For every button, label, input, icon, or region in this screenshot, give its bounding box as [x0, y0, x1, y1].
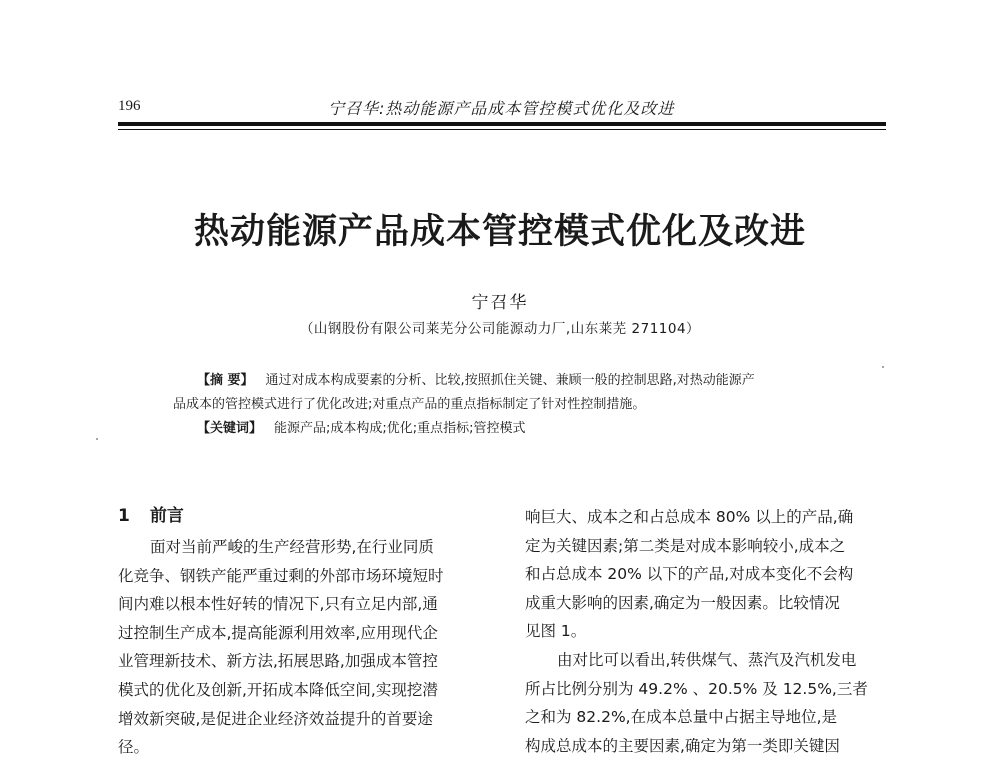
keywords-text: 能源产品;成本构成;优化;重点指标;管控模式: [274, 421, 526, 436]
body-line: 模式的优化及创新,开拓成本降低空间,实现挖潜: [118, 680, 438, 699]
section-number: 1: [118, 506, 130, 526]
page-number: 196: [118, 98, 141, 114]
right-column: [525, 503, 895, 760]
abstract-text-1: 通过对成本构成要素的分析、比较,按照抓住关键、兼顾一般的控制思路,对热动能源产: [265, 373, 755, 388]
scan-speck: [96, 438, 98, 440]
author-name: 宁召华: [471, 293, 529, 313]
body-line: 间内难以根本性好转的情况下,只有立足内部,通: [118, 595, 438, 614]
keywords-line: [173, 417, 853, 441]
body-line: 响巨大、成本之和占总成本 80% 以上的产品,确: [525, 508, 854, 526]
running-header: [118, 96, 886, 124]
abstract-line-1: [173, 369, 853, 393]
body-line: 见图 1。: [525, 622, 587, 641]
abstract-line-2: 品成本的管控模式进行了优化改进;对重点产品的重点指标制定了针对性控制措施。: [173, 397, 646, 412]
body-line: 之和为 82.2%,在成本总量中占据主导地位,是: [525, 708, 838, 727]
header-rule-thin: [118, 129, 886, 130]
body-line: 由对比可以看出,转供煤气、蒸汽及汽机发电: [557, 650, 857, 669]
abstract-label: 【摘 要】: [197, 373, 254, 388]
body-line: 径。: [118, 738, 150, 757]
keywords-label: 【关键词】: [197, 421, 263, 436]
body-line: 面对当前严峻的生产经营形势,在行业同质: [150, 538, 434, 556]
body-line: 业管理新技术、新方法,拓展思路,加强成本管控: [118, 652, 438, 671]
paper-title: 热动能源产品成本管控模式优化及改进: [193, 212, 806, 252]
body-line: 过控制生产成本,提高能源利用效率,应用现代企: [118, 623, 438, 642]
section-title: 前言: [149, 506, 184, 526]
body-line: 增效新突破,是促进企业经济效益提升的首要途: [118, 709, 433, 728]
running-title: 宁召华:热动能源产品成本管控模式优化及改进: [328, 99, 675, 118]
body-line: 所占比例分别为 49.2% 、20.5% 及 12.5%,三者: [525, 679, 868, 698]
body-line: 化竞争、钢铁产能严重过剩的外部市场环境短时: [118, 566, 444, 585]
scan-speck: [882, 366, 884, 368]
abstract-block: [173, 369, 853, 441]
section-heading: [118, 503, 498, 533]
header-rule-thick: [118, 122, 886, 126]
body-line: 定为关键因素;第二类是对成本影响较小,成本之: [525, 536, 846, 555]
body-line: 构成总成本的主要因素,确定为第一类即关键因: [525, 736, 840, 755]
body-line: 成重大影响的因素,确定为一般因素。比较情况: [525, 593, 840, 612]
author-affiliation: （山钢股份有限公司莱芜分公司能源动力厂,山东莱芜 271104）: [299, 321, 701, 337]
left-column: [118, 503, 498, 762]
body-line: 和占总成本 20% 以下的产品,对成本变化不会构: [525, 565, 854, 584]
